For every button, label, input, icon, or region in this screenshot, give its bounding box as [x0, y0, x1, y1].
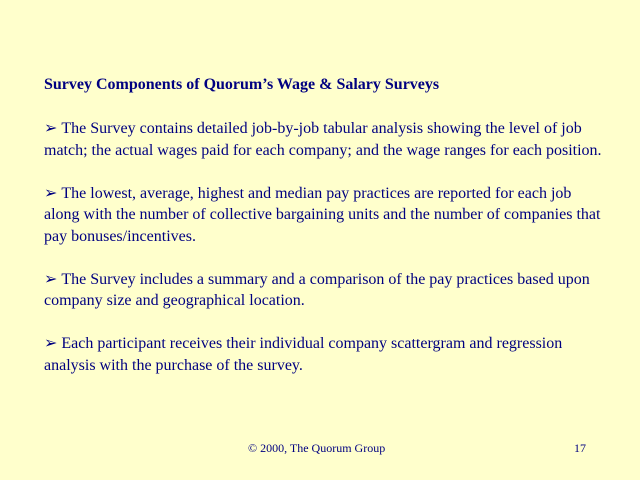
page-number: 17: [574, 441, 586, 455]
bullet-list: [44, 118, 604, 398]
bullet-item: [44, 333, 604, 376]
arrow-bullet-icon: ➢: [44, 120, 58, 137]
bullet-item: [44, 183, 604, 248]
bullet-text: The lowest, average, highest and median pay practices are reported for each job along with the number of collective bargaining units and the number of companies that pay bonuses/incentives.: [44, 184, 601, 245]
arrow-bullet-icon: ➢: [44, 335, 58, 352]
bullet-text: The Survey contains detailed job-by-job tabular analysis showing the level of job match; the actual wages paid for each company; and the wage ranges for each position.: [44, 120, 602, 159]
arrow-bullet-icon: ➢: [44, 184, 58, 202]
bullet-item: [44, 118, 604, 161]
footer-copyright: © 2000, The Quorum Group: [248, 441, 386, 455]
arrow-bullet-icon: ➢: [44, 270, 58, 288]
slide-title: Survey Components of Quorum’s Wage & Salary Surveys: [44, 76, 440, 93]
bullet-item: [44, 269, 604, 312]
bullet-text: Each participant receives their individual company scattergram and regression analysis with the purchase of the survey.: [44, 335, 563, 374]
bullet-text: The Survey includes a summary and a comparison of the pay practices based upon company size and geographical location.: [44, 270, 590, 309]
